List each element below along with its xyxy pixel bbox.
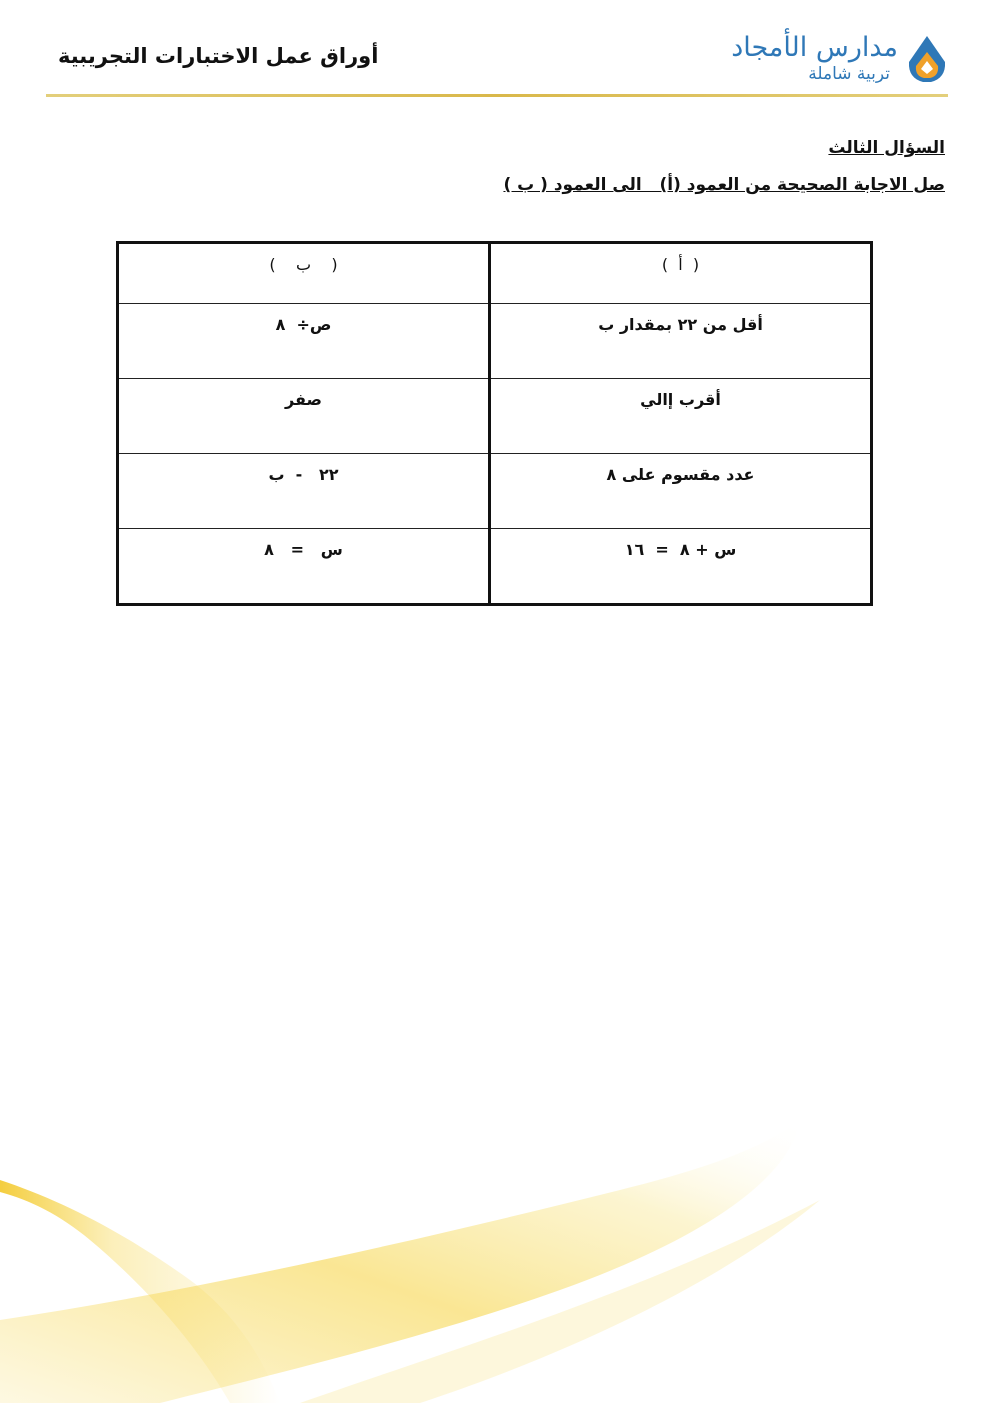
column-a-cell: أقل من ٢٢ بمقدار ب <box>490 304 872 379</box>
column-a-cell: س + ٨ = ١٦ <box>490 529 872 605</box>
column-b-cell: ٢٢ - ب <box>118 454 490 529</box>
column-a-cell: عدد مقسوم على ٨ <box>490 454 872 529</box>
column-b-cell: ص÷ ٨ <box>118 304 490 379</box>
column-a-cell: أقرب إالي <box>490 379 872 454</box>
table-row <box>118 379 872 454</box>
column-b-header: ( ب ) <box>118 243 490 304</box>
table-row <box>118 304 872 379</box>
header-divider <box>46 94 948 97</box>
column-b-cell: صفر <box>118 379 490 454</box>
column-a-header: ( أ ) <box>490 243 872 304</box>
logo-tagline: تربية شاملة <box>808 64 890 84</box>
decorative-swoosh <box>0 1120 992 1403</box>
question-title: السؤال الثالث <box>828 138 945 158</box>
table-row <box>118 454 872 529</box>
question-instruction: صل الاجابة الصحيحة من العمود (أ) الى العمود ( ب ) <box>503 175 945 195</box>
table-header-row <box>118 243 872 304</box>
page-header-title: أوراق عمل الاختبارات التجريبية <box>58 44 379 68</box>
column-b-cell: س = ٨ <box>118 529 490 605</box>
school-logo-icon <box>906 34 948 84</box>
table-row <box>118 529 872 605</box>
logo-name: مدارس الأمجاد <box>731 32 898 63</box>
matching-table <box>116 241 873 606</box>
school-logo <box>728 32 948 88</box>
